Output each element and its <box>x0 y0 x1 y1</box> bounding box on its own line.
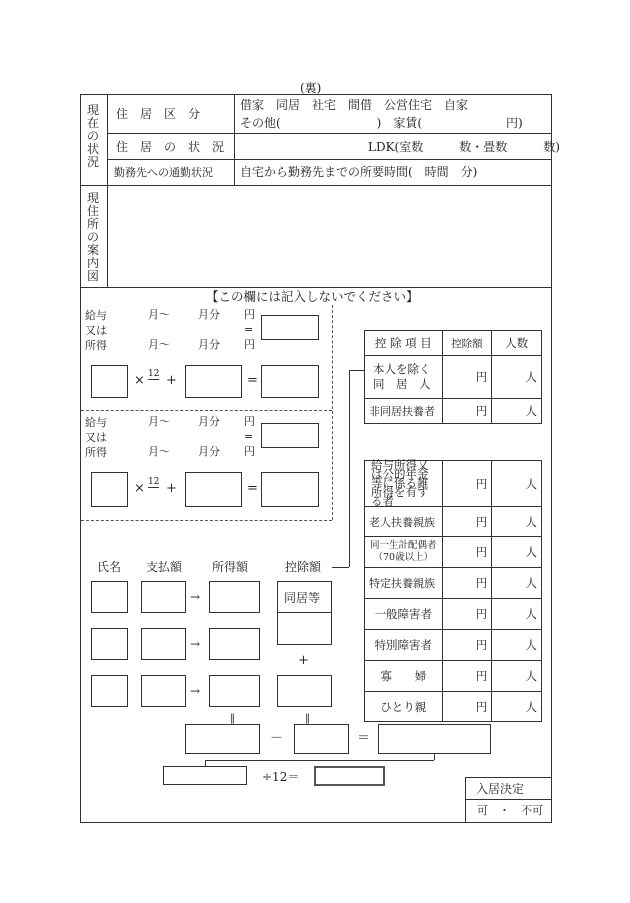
text-label: × <box>134 373 145 388</box>
data-cell[interactable]: 人 <box>492 568 542 599</box>
income-block-2-label: 給与 又は 所得 <box>85 416 107 459</box>
income-1-annual-field[interactable] <box>261 365 319 398</box>
map-area[interactable] <box>108 186 551 286</box>
text-label: = <box>247 373 258 388</box>
row1-income-field[interactable] <box>209 581 260 613</box>
row3-deduction-field[interactable] <box>277 675 332 707</box>
housing-type-label: 住 居 区 分 <box>116 107 201 121</box>
data-cell[interactable]: 人 <box>492 356 542 399</box>
divider <box>434 754 435 760</box>
dashed-border <box>332 305 333 520</box>
row1-name-field[interactable] <box>91 581 128 613</box>
text-label: = <box>247 481 258 496</box>
data-cell[interactable]: 円 <box>442 692 492 722</box>
data-cell[interactable]: 人 <box>492 399 542 424</box>
data-cell[interactable]: 円 <box>442 661 492 692</box>
col-deduction: 控除額 <box>285 560 322 574</box>
text-label: ‖ <box>230 713 235 724</box>
commute-label: 勤務先への通勤状況 <box>114 166 213 179</box>
data-cell[interactable]: 円 <box>442 568 492 599</box>
monthly-result-field[interactable] <box>314 766 385 786</box>
income-1-amount-field[interactable] <box>91 365 128 398</box>
data-cell[interactable]: 円 <box>442 599 492 630</box>
deduction-table-b <box>364 460 542 722</box>
data-cell[interactable]: 円 <box>442 461 492 507</box>
col-payment: 支払額 <box>146 560 183 574</box>
income-1-bonus-field[interactable] <box>185 365 242 398</box>
text-label: 円 <box>244 415 255 428</box>
text-label: 同居等 <box>284 591 321 605</box>
row1-payment-field[interactable] <box>141 581 186 613</box>
office-use-notice: 【この欄には記入しないでください】 <box>206 289 419 304</box>
text-label: 月〜 <box>148 308 170 321</box>
row-general-disability: 一般障害者 <box>365 599 443 630</box>
text-label: ÷12＝ <box>262 770 300 784</box>
income-2-annual-field[interactable] <box>261 472 319 507</box>
text-label: 12 <box>148 369 160 379</box>
divider <box>107 133 552 134</box>
data-cell[interactable]: 人 <box>492 461 542 507</box>
data-cell[interactable]: 人 <box>492 692 542 722</box>
data-cell[interactable]: 人 <box>492 537 542 568</box>
row2-name-field[interactable] <box>91 628 128 660</box>
map-label: 現住所の案内図 <box>86 191 99 283</box>
text-label: ‖ <box>305 713 310 724</box>
data-cell[interactable]: 人 <box>492 599 542 630</box>
text-label: ＝ <box>357 731 371 746</box>
row3-payment-field[interactable] <box>141 675 186 707</box>
row-spouse-70: 同一生計配偶者（70歳以上） <box>365 537 443 568</box>
row-non-cohabitant: 非同居扶養者 <box>365 399 443 424</box>
data-cell[interactable]: 円 <box>442 507 492 537</box>
header-item: 控 除 項 目 <box>365 331 443 356</box>
text-label: 月分 <box>198 308 220 321</box>
row-pension-income: 給与所得又は公的年金等に係る雑所得を有する者 <box>365 461 443 507</box>
other-rent-field: その他( ) 家賃( 円) <box>240 116 523 130</box>
text-label: → <box>190 637 201 651</box>
divider <box>205 760 434 761</box>
data-cell[interactable]: 円 <box>442 537 492 568</box>
row-widow: 寡 婦 <box>365 661 443 692</box>
row-cohabitant: 本人を除く同 居 人 <box>365 356 443 399</box>
text-label: 円 <box>244 308 255 321</box>
row-special-disability: 特別障害者 <box>365 630 443 661</box>
header-people: 人数 <box>492 331 542 356</box>
row2-income-field[interactable] <box>209 628 260 660</box>
row-elderly-dependent: 老人扶養親族 <box>365 507 443 537</box>
data-cell[interactable]: 円 <box>442 630 492 661</box>
text-label: = <box>244 323 254 336</box>
data-cell[interactable]: 人 <box>492 630 542 661</box>
current-status-label: 現在の状況 <box>86 103 99 169</box>
data-cell[interactable]: 円 <box>442 356 492 399</box>
income-1-total-field[interactable] <box>261 315 319 340</box>
data-cell[interactable]: 人 <box>492 507 542 537</box>
net-income-field[interactable] <box>378 724 491 754</box>
text-label: 月分 <box>198 445 220 458</box>
deduction-table-a <box>364 330 542 424</box>
housing-condition-label: 住 居 の 状 況 <box>116 140 225 154</box>
divider <box>349 370 364 371</box>
text-label: + <box>166 373 177 388</box>
dashed-border <box>81 410 332 411</box>
dashed-border <box>81 520 332 521</box>
col-name: 氏名 <box>97 560 122 574</box>
commute-time-field: 自宅から勤務先までの所要時間( 時間 分) <box>240 165 478 179</box>
text-label: 月〜 <box>148 415 170 428</box>
row-specific-dependent: 特定扶養親族 <box>365 568 443 599</box>
header-amount: 控除額 <box>442 331 492 356</box>
row3-income-field[interactable] <box>209 675 260 707</box>
income-2-amount-field[interactable] <box>91 472 128 507</box>
divider <box>349 370 350 567</box>
total-income-field[interactable] <box>185 724 260 754</box>
text-label: = <box>244 430 254 443</box>
decision-options[interactable]: 可 ・ 不可 <box>477 804 543 817</box>
text-label: 月〜 <box>148 338 170 351</box>
decision-title: 入居決定 <box>476 782 525 796</box>
divider <box>234 94 235 185</box>
data-cell[interactable]: 円 <box>442 399 492 424</box>
row-single-parent: ひとり親 <box>365 692 443 722</box>
divider <box>332 567 349 568</box>
text-label: + <box>298 653 309 668</box>
divider <box>80 287 552 288</box>
text-label: 12 <box>148 477 160 487</box>
text-label: 円 <box>244 338 255 351</box>
annual-result-field[interactable] <box>163 766 247 785</box>
text-label: 月〜 <box>148 445 170 458</box>
text-label: － <box>270 731 284 746</box>
income-2-bonus-field[interactable] <box>185 472 242 507</box>
page-title: (裏) <box>300 81 322 95</box>
text-label: 月分 <box>198 338 220 351</box>
row2-payment-field[interactable] <box>141 628 186 660</box>
divider <box>277 612 332 613</box>
data-cell[interactable]: 人 <box>492 661 542 692</box>
room-count-field: LDK(室数 数・畳数 数) <box>368 140 560 154</box>
income-block-1-label: 給与 又は 所得 <box>85 309 107 352</box>
text-label: 円 <box>244 445 255 458</box>
row3-name-field[interactable] <box>91 675 128 707</box>
text-label: → <box>190 590 201 604</box>
col-income: 所得額 <box>212 560 249 574</box>
housing-type-options: 借家 同居 社宅 間借 公営住宅 自家 <box>240 98 469 112</box>
income-2-total-field[interactable] <box>261 423 319 448</box>
text-label: + <box>166 481 177 496</box>
text-label: 月分 <box>198 415 220 428</box>
text-label: → <box>190 684 201 698</box>
total-deduction-field[interactable] <box>294 724 349 754</box>
divider <box>465 799 552 800</box>
text-label: × <box>134 481 145 496</box>
divider <box>107 159 552 160</box>
